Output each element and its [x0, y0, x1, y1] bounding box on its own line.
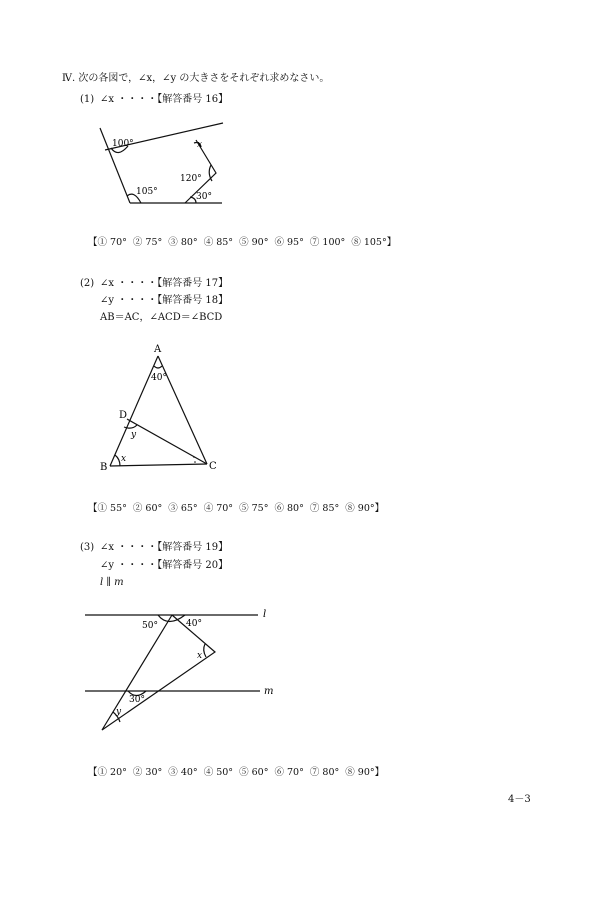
problem-2-condition: AB＝AC，∠ACD＝∠BCD: [100, 312, 223, 323]
fig2-label-C: C: [209, 461, 217, 472]
fig3-label-m: m: [264, 686, 274, 697]
fig2-label-D: D: [119, 410, 128, 421]
fig1-label-30: 30°: [196, 192, 212, 202]
problem-3-choices: 【① 20° ② 30° ③ 40° ④ 50° ⑤ 60° ⑥ 70° ⑦ 80° ⑧ 90°】: [88, 767, 385, 778]
fig2-label-40: 40°: [151, 373, 167, 383]
fig1-label-105: 105°: [136, 187, 158, 197]
fig3-label-50: 50°: [142, 621, 158, 631]
fig1-label-100: 100°: [112, 139, 134, 149]
fig2-label-y: y: [131, 430, 137, 440]
problem-1-choices: 【① 70° ② 75° ③ 80° ④ 85° ⑤ 90° ⑥ 95° ⑦ 100° ⑧ 105°】: [88, 237, 397, 248]
fig2-label-B: B: [100, 462, 108, 473]
fig3-label-l: l: [263, 609, 267, 620]
fig3-label-40: 40°: [186, 619, 202, 629]
problem-2-y-answer-slot: ∠y ・・・・【解答番号 18】: [100, 295, 229, 306]
problem-2-number: (2): [80, 278, 95, 289]
problem-1-x-answer-slot: ∠x ・・・・【解答番号 16】: [100, 94, 229, 105]
fig1-label-120: 120°: [180, 174, 202, 184]
section-header: Ⅳ. 次の各図で，∠x，∠y の大きさをそれぞれ求めなさい。: [62, 73, 330, 84]
fig3-label-30: 30°: [129, 695, 145, 705]
problem-3-x-answer-slot: ∠x ・・・・【解答番号 19】: [100, 542, 229, 553]
fig3-arc-x: [204, 644, 206, 657]
problem-2-choices: 【① 55° ② 60° ③ 65° ④ 70° ⑤ 75° ⑥ 80° ⑦ 85° ⑧ 90°】: [88, 503, 385, 514]
problem-3-y-answer-slot: ∠y ・・・・【解答番号 20】: [100, 560, 229, 571]
problem-3-condition: l ∥ m: [100, 577, 124, 588]
fig1-label-x: x: [197, 140, 203, 150]
page-number: 4－3: [508, 794, 531, 805]
problem-1-number: (1): [80, 94, 95, 105]
problem-2-x-answer-slot: ∠x ・・・・【解答番号 17】: [100, 278, 229, 289]
fig3-label-x: x: [197, 651, 203, 661]
fig2-label-A: A: [154, 344, 162, 355]
fig2-label-x: x: [121, 454, 127, 464]
fig3-label-y: y: [116, 707, 122, 717]
problem-3-number: (3): [80, 542, 95, 553]
